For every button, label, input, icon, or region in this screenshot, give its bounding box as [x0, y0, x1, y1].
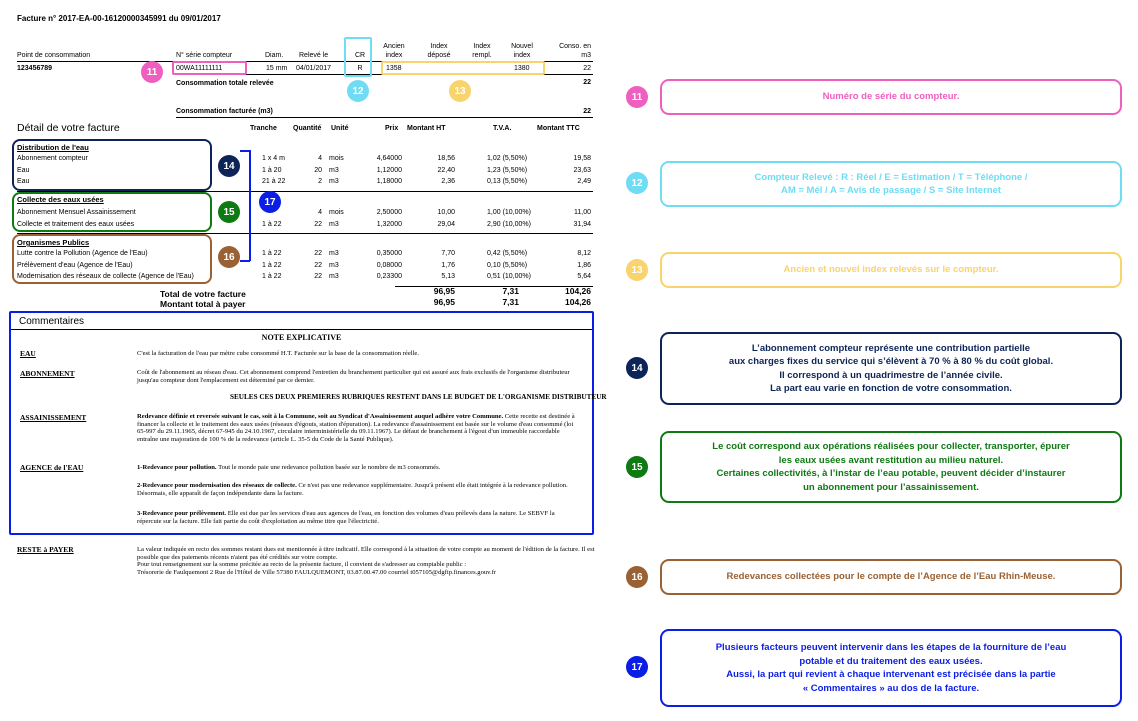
index-highlight: [381, 61, 545, 75]
total-tva: 7,31: [502, 286, 519, 296]
header-tva: T.V.A.: [493, 125, 512, 132]
badge-13: 13: [449, 80, 471, 102]
seules-text: SEULES CES DEUX PREMIERES RUBRIQUES RESTENT DANS LE BUDGET DE L'ORGANISME DISTRIBUTEUR: [230, 393, 607, 401]
table-row: Collecte et traitement des eaux usées 1 à 22 22 m3 1,32000 29,04 2,90 (10,00%) 31,94: [17, 221, 591, 228]
section-organismes-title: Organismes Publics: [17, 238, 90, 247]
connector-tick-bottom: [240, 260, 250, 262]
section-collecte-title: Collecte des eaux usées: [17, 195, 104, 204]
note-title: NOTE EXPLICATIVE: [261, 333, 342, 342]
eau-text: C'est la facturation de l'eau par mètre cube consommé H.T. Facturée sur la base de la consommation réelle.: [137, 350, 420, 357]
header-tranche: Tranche: [250, 125, 277, 132]
ancien-value: 1358: [386, 65, 402, 72]
eau-label: EAU: [20, 349, 36, 358]
cr-highlight: [344, 37, 372, 77]
header-prix: Prix: [385, 125, 399, 132]
badge-12: 12: [347, 80, 369, 102]
header-ancien: Ancien index: [383, 43, 405, 59]
table-row: Modernisation des réseaux de collecte (Agence de l'Eau) 1 à 22 22 m3 0,23300 5,13 0,51 (10,00%) 5,64: [17, 273, 591, 280]
badge-11: 11: [141, 61, 163, 83]
header-conso: Conso. en m3: [559, 43, 591, 59]
callout-16: Redevances collectées pour le compte de l’Agence de l’Eau Rhin-Meuse.: [660, 559, 1122, 595]
nouvel-value: 1380: [514, 65, 530, 72]
releve-value: 04/01/2017: [296, 65, 332, 72]
agence-label: AGENCE de l'EAU: [20, 463, 84, 472]
callout-12: Compteur Relevé : R : Réel / E = Estimation / T = Téléphone / AM = Mél / A = Avis de passage / S = Site Internet: [660, 161, 1122, 207]
callout-13: Ancien et nouvel index relevés sur le compteur.: [660, 252, 1122, 288]
badge-15: 15: [218, 201, 240, 223]
table-row: Eau 1 à 20 20 m3 1,12000 22,40 1,23 (5,50%) 23,63: [17, 167, 591, 174]
header-depose: Index déposé: [427, 43, 451, 59]
total-ht: 96,95: [433, 286, 455, 296]
callout-11: Numéro de série du compteur.: [660, 79, 1122, 115]
reste-label: RESTE à PAYER: [17, 545, 74, 554]
total-label: Total de votre facture: [160, 289, 246, 299]
callout-badge-15: 15: [626, 456, 648, 478]
conso-releve-value: 22: [583, 79, 591, 86]
callout-badge-11: 11: [626, 86, 648, 108]
agence-text-1: 1-Redevance pour pollution. Tout le monde paie une redevance pollution basée sur le nombre de m3 consommés.: [137, 464, 441, 471]
callout-15: Le coût correspond aux opérations réalisées pour collecter, transporter, épurer les eaux usées avant restitution au milieu naturel. Certaines collectivités, à l’instar de l’eau potable, peuvent décider d’instaurer un abonnement pour l’assainissement.: [660, 431, 1122, 503]
callout-badge-13: 13: [626, 259, 648, 281]
header-serial: N° série compteur: [176, 52, 233, 59]
header-nouvel: Nouvel index: [511, 43, 533, 59]
header-ttc: Montant TTC: [537, 125, 580, 132]
badge-16: 16: [218, 246, 240, 268]
payer-ht: 96,95: [433, 297, 455, 307]
header-rempl: Index rempl.: [472, 43, 492, 59]
badge-17: 17: [259, 191, 281, 213]
payer-label: Montant total à payer: [160, 299, 246, 309]
table-row: Abonnement compteur 1 x 4 m 4 mois 4,64000 18,56 1,02 (5,50%) 19,58: [17, 155, 591, 162]
commentaires-title: Commentaires: [19, 316, 85, 327]
table-row: Lutte contre la Pollution (Agence de l'Eau) 1 à 22 22 m3 0,35000 7,70 0,42 (5,50%) 8,12: [17, 250, 591, 257]
header-point: Point de consommation: [17, 52, 91, 59]
distribution-highlight: [12, 139, 212, 191]
agence-text-2: 2-Redevance pour modernisation des réseaux de collecte. Ce n'est pas une redevance supplémentaire. Jusqu'à présent elle était intégrée à la redevance pollution. Désormais, elle apparaît de façon indépendante dans la facture.: [137, 482, 568, 497]
conso-facturee-label: Consommation facturée (m3): [176, 108, 273, 115]
callout-badge-17: 17: [626, 656, 648, 678]
callout-badge-12: 12: [626, 172, 648, 194]
payer-ttc: 104,26: [565, 297, 591, 307]
abonnement-label: ABONNEMENT: [20, 369, 75, 378]
invoice-title: Facture n° 2017-EA-00-16120000345991 du 09/01/2017: [17, 14, 221, 23]
payer-tva: 7,31: [502, 297, 519, 307]
point-value: 123456789: [17, 65, 53, 72]
header-cr: CR: [354, 52, 366, 59]
header-releve: Relevé le: [299, 52, 329, 59]
assainissement-text: Redevance définie et reversée suivant le cas, soit à la Commune, soit au Syndicat d'Assainissement auquel adhère votre Commune. Cette recette est destinée à financer la collecte et le traitement des eaux usées (réseaux d'égouts, station d'épuration). La redevance d'assainissement est basée sur le volume d'eau consommé (loi 65-997 du 29.11.1965, décret 67-945 du 24.10.1967, circulaire interministérielle du 09.11.1967). Le défaut de branchement à l'égout d'un immeuble raccordable entraîne une majoration de 100 % de la redevance (article L. 35-5 du Code de la Santé Publique).: [137, 413, 575, 443]
callout-badge-16: 16: [626, 566, 648, 588]
reste-text: La valeur indiquée en recto des sommes restant dues est mentionnée à titre indicatif. Elle correspond à la situation de votre compte au moment de l'édition de la facture. Il est possible que des paiements récents n'aient pas été crédités sur votre compte. Pour tout renseignement sur la somme précitée au recto de la présente facture, il convient de s'adresser au comptable public : Trésorerie de Faulquemont 2 Rue de l'Hôtel de Ville 57380 FAULQUEMONT, 03.87.00.47.00 courriel t057105@dgfip.finances.gouv.fr: [137, 546, 595, 576]
table-row: Abonnement Mensuel Assainissement 4 mois 2,50000 10,00 1,00 (10,00%) 11,00: [17, 209, 591, 216]
assainissement-label: ASSAINISSEMENT: [20, 413, 87, 422]
conso-value: 22: [583, 65, 591, 72]
header-quantite: Quantité: [293, 125, 322, 132]
callout-17: Plusieurs facteurs peuvent intervenir dans les étapes de la fourniture de l’eau potable et du traitement des eaux usées. Aussi, la part qui revient à chaque intervenant est précisée dans la partie « Commentaires » au dos de la facture.: [660, 629, 1122, 707]
connector-tick-top: [240, 150, 250, 152]
collecte-highlight: [12, 192, 212, 232]
agence-text-3: 3-Redevance pour prélèvement. Elle est due par les services d'eau aux agences de l'eau, en fonction des volumes d'eau prélevés dans la nature. Le SEBVF la répercute sur la facture. Elle fait partie du coût d'exploitation au même titre que l'électricité.: [137, 510, 555, 525]
serial-value: 00WA11111111: [176, 65, 223, 72]
connector-line: [249, 150, 251, 261]
conso-facturee-value: 22: [583, 108, 591, 115]
header-diam: Diam.: [265, 52, 284, 59]
badge-14: 14: [218, 155, 240, 177]
header-unite: Unité: [331, 125, 349, 132]
callout-badge-14: 14: [626, 357, 648, 379]
cr-value: R: [357, 65, 363, 72]
header-ht: Montant HT: [407, 125, 446, 132]
section-distribution-title: Distribution de l'eau: [17, 143, 89, 152]
serial-highlight: [172, 61, 247, 75]
total-ttc: 104,26: [565, 286, 591, 296]
table-row: Eau 21 à 22 2 m3 1,18000 2,36 0,13 (5,50%) 2,49: [17, 178, 591, 185]
diam-value: 15 mm: [266, 65, 288, 72]
abonnement-text: Coût de l'abonnement au réseau d'eau. Cet abonnement comprend l'entretien du branchement particulier qui est assuré aux frais exclusifs de l'organisme distributeur jusqu'au compteur dont l'emplacement est déterminé par ce dernier.: [137, 369, 570, 384]
organismes-highlight: [12, 234, 212, 284]
conso-releve-label: Consommation totale relevée: [176, 80, 274, 87]
table-row: Prélèvement d'eau (Agence de l'Eau) 1 à 22 22 m3 0,08000 1,76 0,10 (5,50%) 1,86: [17, 262, 591, 269]
detail-title: Détail de votre facture: [17, 122, 120, 134]
callout-14: L’abonnement compteur représente une contribution partielle aux charges fixes du service qui s’élèvent à 70 % à 80 % du coût global. Il correspond à un quadrimestre de l’année civile. La part eau varie en fonction de votre consommation.: [660, 332, 1122, 405]
